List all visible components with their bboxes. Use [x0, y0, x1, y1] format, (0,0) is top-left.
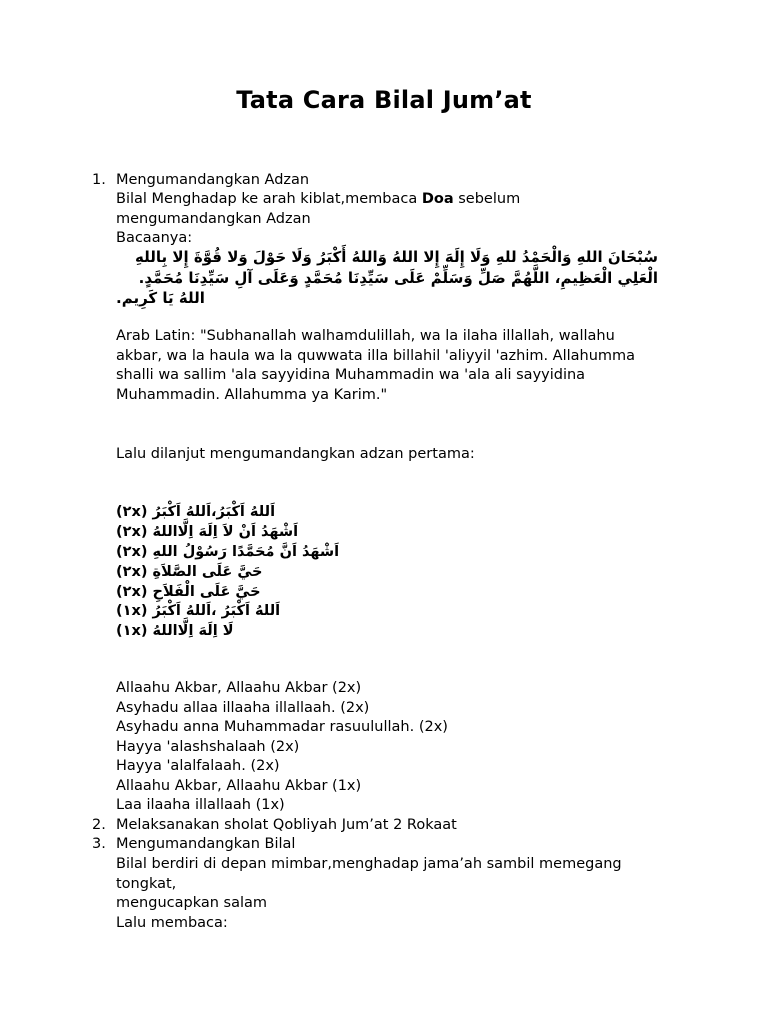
adzan-arabic-line: اَشْهَدُ اَنْ لاَ اِلَهَ اِلَّااللهُ (٢x) — [116, 524, 299, 540]
latin-line-3: shalli wa sallim 'ala sayyidina Muhammadin wa 'ala ali sayyidina — [116, 367, 586, 383]
item3-line-3: mengucapkan salam — [116, 895, 267, 911]
doa-arabic-line-3: اللهُ يَا كَرِيم. — [116, 289, 205, 307]
adzan-latin-line: Hayya 'alalfalaah. (2x) — [116, 758, 280, 774]
item3-line-1: Bilal berdiri di depan mimbar,menghadap jama’ah sambil memegang — [116, 856, 622, 872]
adzan-arabic-line: اَللهُ اَكْبَرُ ،اَللهُ اَكْبَرُ (١x) — [116, 603, 281, 619]
doa-intro-bold: Doa — [421, 191, 454, 207]
adzan-arabic-line: حَيَّ عَلَى الصَّلاَةِ (٢x) — [116, 564, 263, 580]
doa-intro-post: sebelum — [453, 191, 521, 207]
item-number-3: 3. — [92, 836, 106, 852]
item-number-1: 1. — [92, 172, 106, 188]
adzan-latin-line: Asyhadu anna Muhammadar rasuulullah. (2x) — [116, 719, 448, 735]
bacaan-label: Bacaanya: — [116, 230, 193, 246]
doa-intro — [116, 190, 520, 210]
item3-line-4: Lalu membaca: — [116, 915, 228, 931]
adzan-latin-line: Allaahu Akbar, Allaahu Akbar (1x) — [116, 778, 362, 794]
doa-intro-line2: mengumandangkan Adzan — [116, 211, 311, 227]
item-heading-3: Mengumandangkan Bilal — [116, 836, 296, 852]
adzan-latin-line: Asyhadu allaa illaaha illallaah. (2x) — [116, 700, 370, 716]
adzan-arabic-line: اَشْهَدُ اَنَّ مُحَمَّدًا رَسُوْلُ اللهِ (٢x) — [116, 544, 340, 560]
latin-line-1: Arab Latin: "Subhanallah walhamdulillah, wa la ilaha illallah, wallahu — [116, 328, 615, 344]
adzan-latin-line: Allaahu Akbar, Allaahu Akbar (2x) — [116, 680, 362, 696]
adzan-arabic-line: حَيَّ عَلَى الْفَلاَحِ (٢x) — [116, 584, 261, 600]
adzan-latin-line: Laa ilaaha illallaah (1x) — [116, 797, 285, 813]
item-heading-1: Mengumandangkan Adzan — [116, 172, 310, 188]
item-number-2: 2. — [92, 817, 106, 833]
adzan-intro: Lalu dilanjut mengumandangkan adzan pertama: — [116, 446, 475, 462]
doa-arabic-line-2: الْعَلِي الْعَظِيمِ، اللَّهُمَّ صَلِّ وَسَلِّمْ عَلَى سَيِّدِنَا مُحَمَّدٍ وَعَلَى آلِ سَيِّدِنَا مُحَمَّدٍ. — [138, 269, 658, 287]
latin-line-2: akbar, wa la haula wa la quwwata illa billahil 'aliyyil 'azhim. Allahumma — [116, 348, 636, 364]
doa-arabic-line-1: سُبْحَانَ اللهِ وَالْحَمْدُ للهِ وَلَا إِلَهَ إِلا اللهُ وَاللهُ أَكْبَرُ وَلَا حَوْلَ وَلا قُوَّةَ إِلا بِاللهِ — [135, 248, 658, 266]
latin-line-4: Muhammadin. Allahumma ya Karim." — [116, 387, 388, 403]
adzan-latin-line: Hayya 'alashshalaah (2x) — [116, 739, 300, 755]
item-heading-2: Melaksanakan sholat Qobliyah Jum’at 2 Rokaat — [116, 817, 457, 833]
page-title: Tata Cara Bilal Jum’at — [236, 86, 532, 114]
adzan-arabic-line: اَللهُ اَكْبَرُ،اَللهُ اَكْبَرُ (٢x) — [116, 504, 276, 520]
item3-line-2: tongkat, — [116, 876, 177, 892]
adzan-arabic-line: لَا اِلَهَ اِلَّااللهُ (١x) — [116, 623, 234, 639]
doa-intro-pre: Bilal Menghadap ke arah kiblat,membaca — [116, 191, 422, 207]
